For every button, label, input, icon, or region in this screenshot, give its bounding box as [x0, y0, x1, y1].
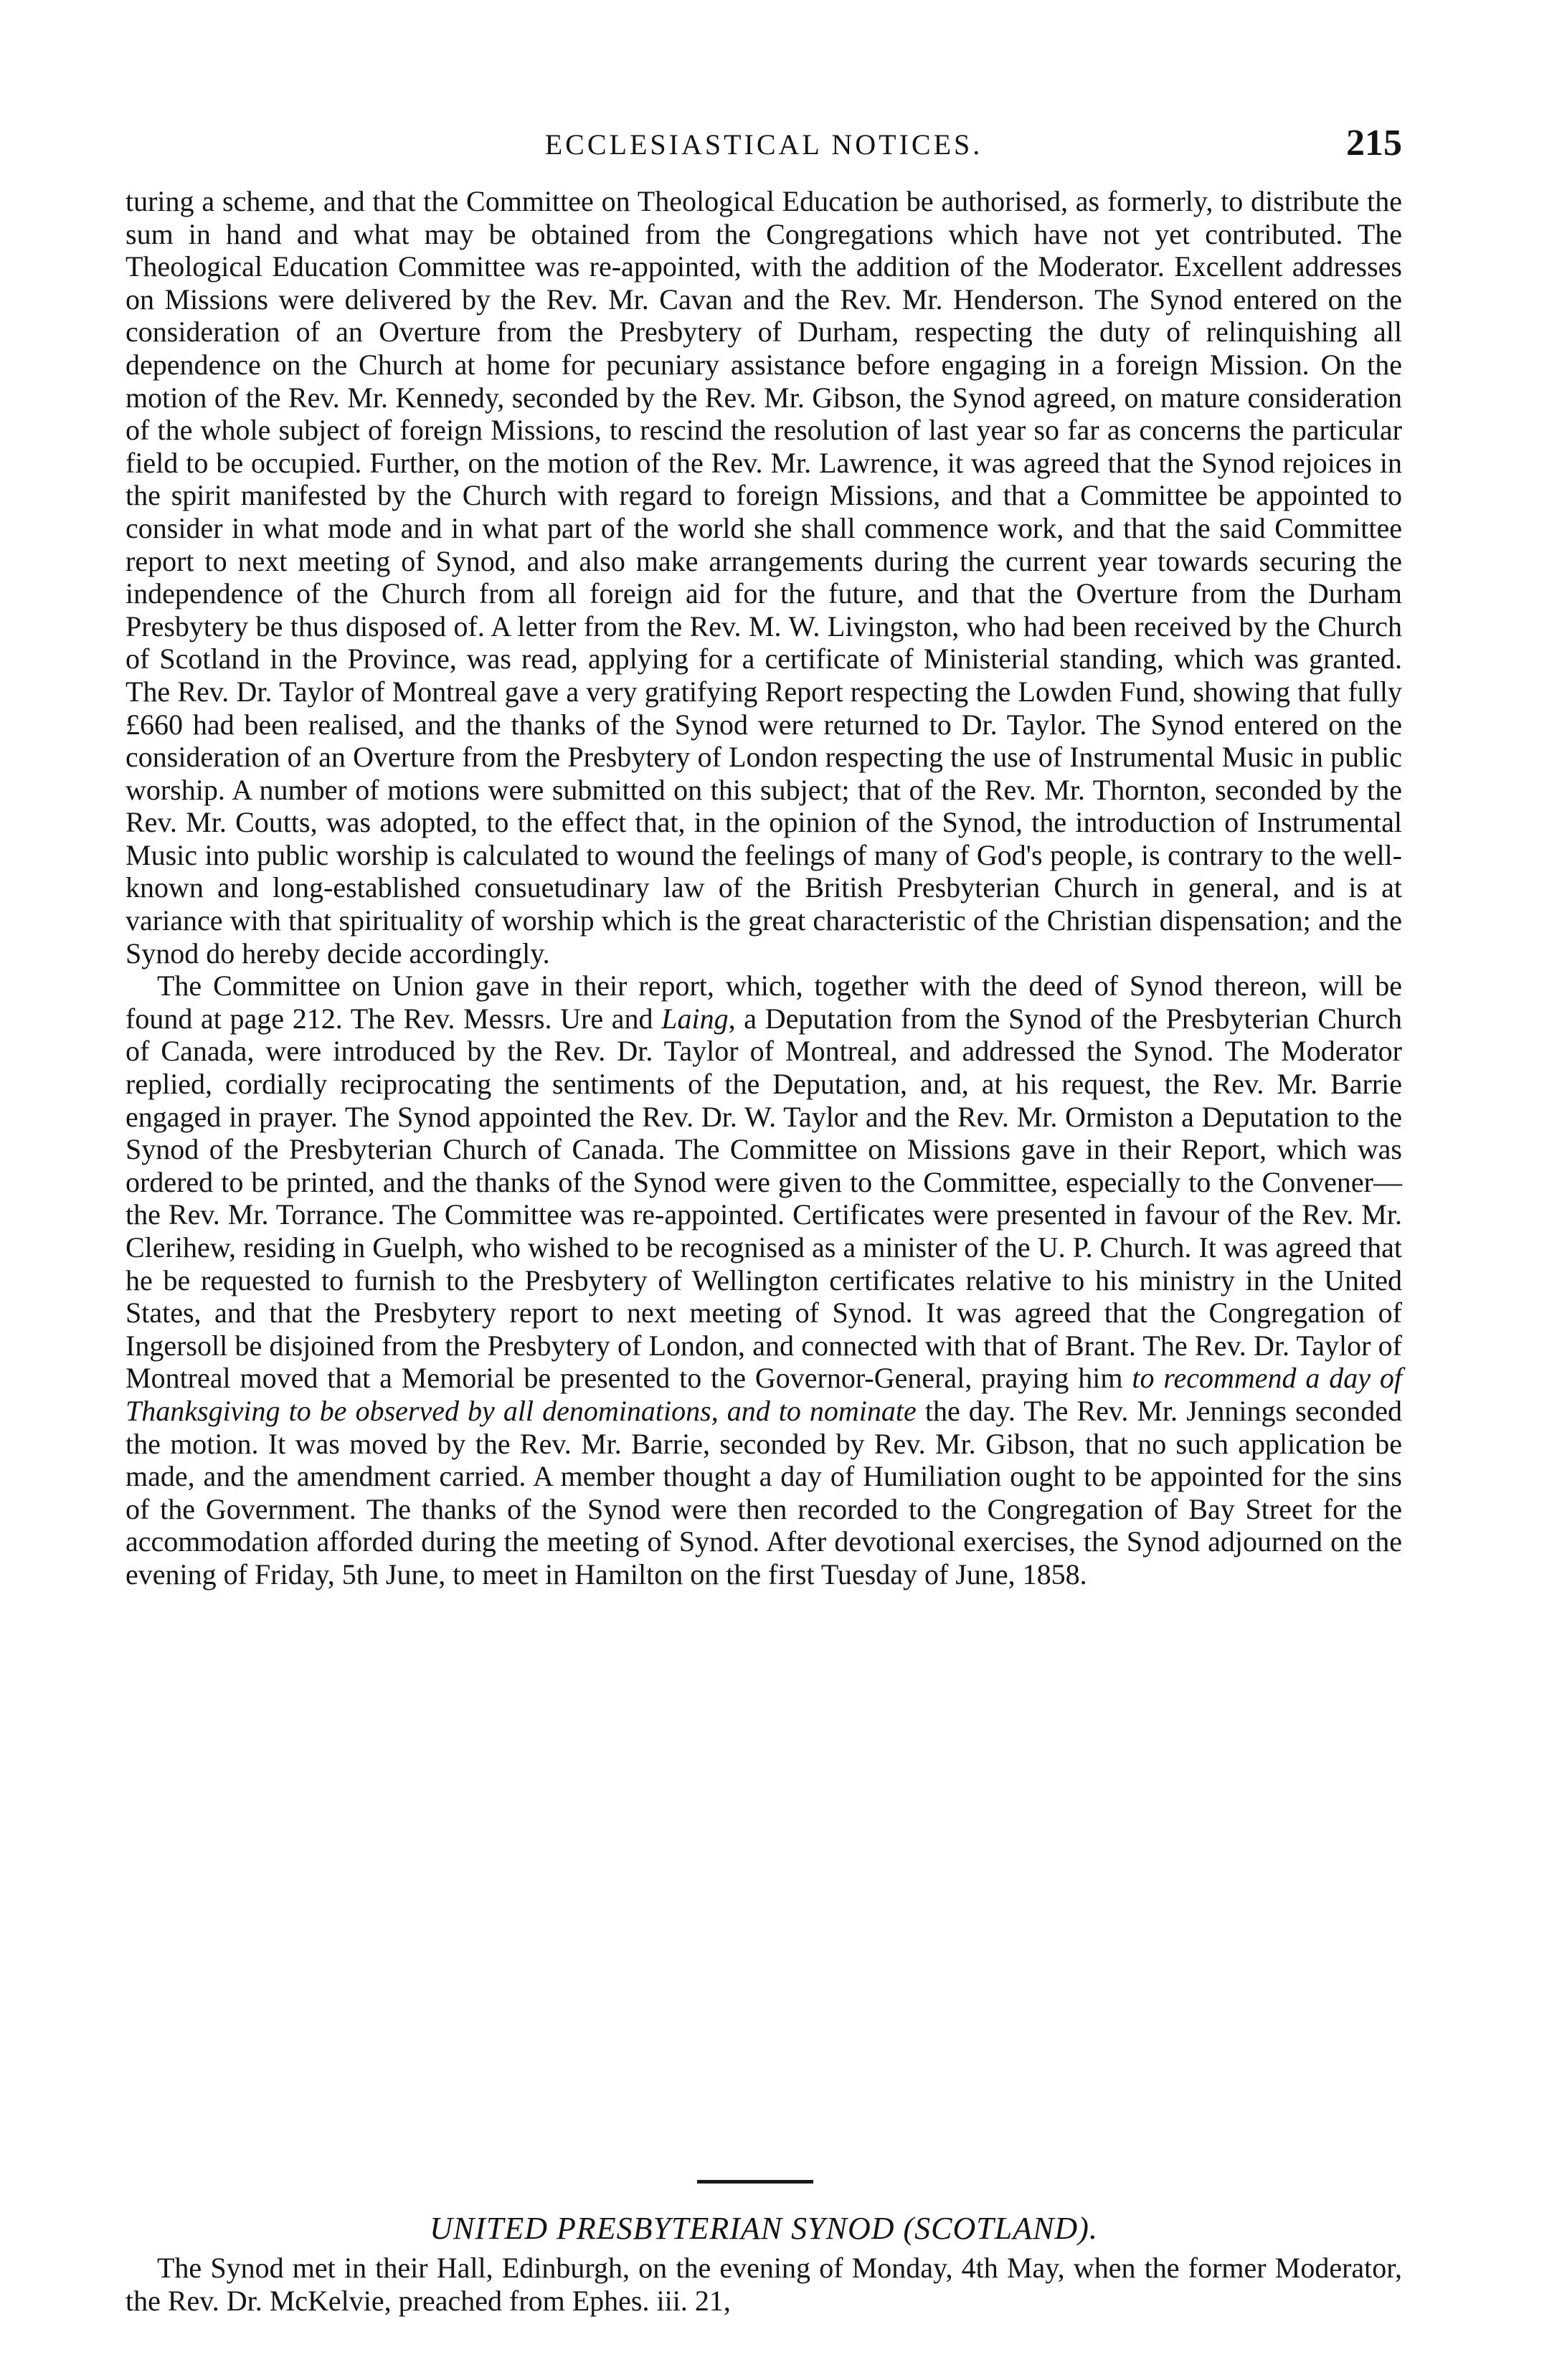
section-divider-rule: [697, 2180, 813, 2184]
page-number: 215: [1346, 123, 1402, 163]
paragraph-text: The Committee on Union gave in their report, which, together with the deed of Synod thereon, will be found at page 212. The Rev. Messrs. Ure and: [126, 969, 1402, 1035]
paragraph-italic-name: Laing: [661, 1002, 729, 1035]
section-opening-paragraph: The Synod met in their Hall, Edinburgh, on the evening of Monday, 4th May, when the former Moderator, the Rev. Dr. McKelvie, preached from Ephes. iii. 21,: [126, 2252, 1402, 2317]
body-paragraph-union: [126, 969, 1402, 1590]
article-body: [126, 185, 1402, 1591]
paragraph-text: , a Deputation from the Synod of the Presbyterian Church of Canada, were introduced by the Rev. Dr. Taylor of Montreal, and addressed the Synod. The Moderator replied, cordially reciprocating the sentiments of the Deputation, and, at his request, the Rev. Mr. Barrie engaged in prayer. The Synod appointed the Rev. Dr. W. Taylor and the Rev. Mr. Ormiston a Deputation to the Synod of the Presbyterian Church of Canada. The Committee on Missions gave in their Report, which was ordered to be printed, and the thanks of the Synod were given to the Committee, especially to the Convener—the Rev. Mr. Torrance. The Committee was re-appointed. Certificates were presented in favour of the Rev. Mr. Clerihew, residing in Guelph, who wished to be recognised as a minister of the U. P. Church. It was agreed that he be requested to furnish to the Presbytery of Wellington certificates relative to his ministry in the United States, and that the Presbytery report to next meeting of Synod. It was agreed that the Congregation of Ingersoll be disjoined from the Presbytery of London, and connected with that of Brant. The Rev. Dr. Taylor of Montreal moved that a Memorial be presented to the Governor-General, praying him: [126, 1002, 1402, 1395]
section-body: [126, 2252, 1402, 2317]
body-paragraph: turing a scheme, and that the Committee on Theological Education be authorised, as formerly, to distribute the sum in hand and what may be obtained from the Congregations which have not yet contributed. The Theological Education Committee was re-appointed, with the addition of the Moderator. Excellent addresses on Missions were delivered by the Rev. Mr. Cavan and the Rev. Mr. Henderson. The Synod entered on the consideration of an Overture from the Presbytery of Durham, respecting the duty of relinquishing all dependence on the Church at home for pecuniary assistance before engaging in a foreign Mission. On the motion of the Rev. Mr. Kennedy, seconded by the Rev. Mr. Gibson, the Synod agreed, on mature consideration of the whole subject of foreign Missions, to rescind the resolution of last year so far as concerns the particular field to be occupied. Further, on the motion of the Rev. Mr. Lawrence, it was agreed that the Synod rejoices in the spirit manifested by the Church with regard to foreign Missions, and that a Committee be appointed to consider in what mode and in what part of the world she shall commence work, and that the said Committee report to next meeting of Synod, and also make arrangements during the current year towards securing the independence of the Church from all foreign aid for the future, and that the Overture from the Durham Presbytery be thus disposed of. A letter from the Rev. M. W. Livingston, who had been received by the Church of Scotland in the Province, was read, applying for a certificate of Ministerial standing, which was granted. The Rev. Dr. Taylor of Montreal gave a very gratifying Report respecting the Lowden Fund, showing that fully £660 had been realised, and the thanks of the Synod were returned to Dr. Taylor. The Synod entered on the consideration of an Overture from the Presbytery of London respecting the use of Instrumental Music in public worship. A number of motions were submitted on this subject; that of the Rev. Mr. Thornton, seconded by the Rev. Mr. Coutts, was adopted, to the effect that, in the opinion of the Synod, the introduction of Instrumental Music into public worship is calculated to wound the feelings of many of God's people, is contrary to the well-known and long-established consuetudinary law of the British Presbyterian Church in general, and is at variance with that spirituality of worship which is the great characteristic of the Christian dispensation; and the Synod do hereby decide accordingly.: [126, 185, 1402, 969]
section-heading: UNITED PRESBYTERIAN SYNOD (SCOTLAND).: [430, 2211, 1098, 2246]
running-head: [126, 122, 1402, 179]
running-title: ECCLESIASTICAL NOTICES.: [544, 128, 983, 161]
paragraph-text: the day. The Rev. Mr. Jennings seconded the motion. It was moved by the Rev. Mr. Barrie, seconded by Rev. Mr. Gibson, that no such application be made, and the amendment carried. A member thought a day of Humiliation ought to be appointed for the sins of the Government. The thanks of the Synod were then recorded to the Congregation of Bay Street for the accommodation afforded during the meeting of Synod. After devotional exercises, the Synod adjourned on the evening of Friday, 5th June, to meet in Hamilton on the first Tuesday of June, 1858.: [126, 1394, 1402, 1590]
paragraph-italic-quote: to recommend a day of Thanksgiving to be observed by all denominations, and to nominate: [126, 1362, 1402, 1427]
